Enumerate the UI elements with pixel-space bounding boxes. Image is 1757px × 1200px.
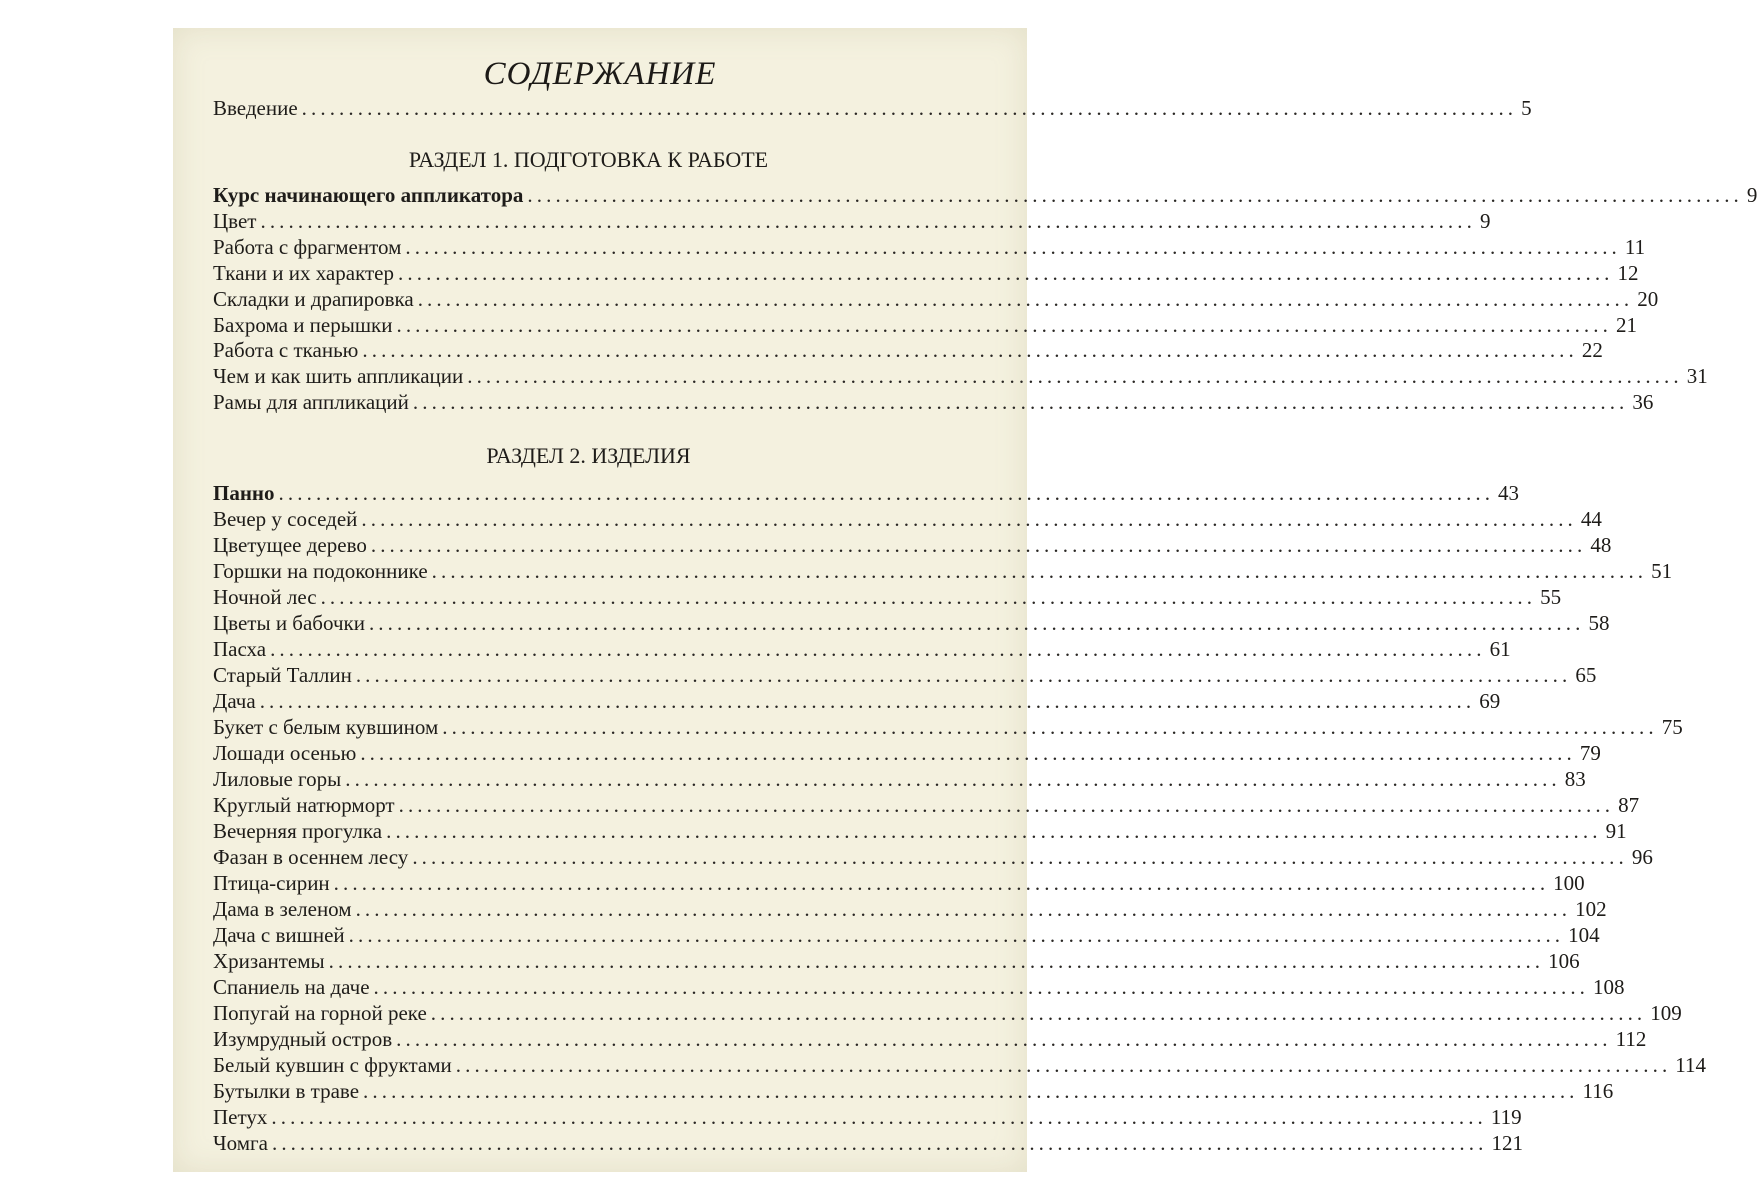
toc-entry-title: Вечерняя прогулка: [213, 819, 383, 843]
toc-entry-page: 44: [1580, 507, 1602, 531]
dot-leader: ..................................................................................................................................: [355, 897, 1572, 921]
toc-entry: [213, 481, 1520, 507]
dot-leader: ..................................................................................................................................: [270, 637, 1486, 661]
dot-leader: ..................................................................................................................................: [455, 1053, 1672, 1077]
toc-entry: [213, 975, 1625, 1001]
toc-entry: [213, 637, 1511, 663]
toc-entry-page: 43: [1498, 481, 1520, 505]
toc-entry-title: Ночной лес: [213, 585, 317, 609]
toc-entry-title: Чомга: [213, 1131, 268, 1155]
toc-entry-page: 100: [1553, 871, 1585, 895]
toc-entry-page: 65: [1575, 663, 1597, 687]
toc-entry: [213, 286, 1659, 313]
toc-entry-title: Фазан в осеннем лесу: [213, 845, 409, 869]
dot-leader: ..................................................................................................................................: [345, 767, 1561, 791]
dot-leader: ..................................................................................................................................: [527, 183, 1743, 207]
toc-entry-title: Цветы и бабочки: [213, 611, 365, 635]
toc-entry-page: 79: [1579, 741, 1601, 765]
toc-entry: [213, 793, 1640, 819]
toc-entry-title: Дача с вишней: [213, 923, 345, 947]
dot-leader: ..................................................................................................................................: [360, 741, 1576, 765]
toc-entry: [213, 1105, 1522, 1131]
toc-entry-title: Белый кувшин с фруктами: [213, 1053, 452, 1077]
dot-leader: ..................................................................................................................................: [412, 390, 1629, 415]
dot-leader: ..................................................................................................................................: [348, 923, 1565, 947]
toc-entry: [213, 689, 1501, 715]
dot-leader: ..................................................................................................................................: [431, 559, 1648, 583]
toc-entry-title: Складки и драпировка: [213, 286, 414, 311]
dot-leader: ..................................................................................................................................: [370, 533, 1587, 557]
dot-leader: ..................................................................................................................................: [259, 689, 1476, 713]
toc-entry-page: 112: [1615, 1027, 1647, 1051]
toc-entry-title: Бахрома и перышки: [213, 312, 393, 337]
dot-leader: ..................................................................................................................................: [368, 611, 1585, 635]
toc-entry-title: Цветущее дерево: [213, 533, 367, 557]
toc-entry-title: Букет с белым кувшином: [213, 715, 439, 739]
toc-entry-page: 12: [1617, 260, 1639, 285]
dot-leader: ..................................................................................................................................: [271, 1131, 1488, 1155]
toc-entry-title: Панно: [213, 481, 275, 505]
toc-entry: [213, 897, 1607, 923]
dot-leader: ..................................................................................................................................: [396, 1027, 1612, 1051]
toc-entry-page: 104: [1568, 923, 1600, 947]
toc-entry-title: Горшки на подоконнике: [213, 559, 428, 583]
toc-entry-title: Лиловые горы: [213, 767, 342, 791]
toc-entry-title: Цвет: [213, 208, 257, 233]
toc-entry: [213, 741, 1601, 767]
toc-entry: [213, 871, 1585, 897]
toc-entry: [213, 96, 1532, 122]
toc-entry-page: 5: [1521, 96, 1532, 120]
toc-entry-page: 51: [1651, 559, 1673, 583]
toc-entry-title: Вечер у соседей: [213, 507, 358, 531]
toc-entry-title: Бутылки в траве: [213, 1079, 360, 1103]
toc-entry: [213, 234, 1646, 261]
toc-entry: [213, 585, 1562, 611]
dot-leader: ..................................................................................................................................: [320, 585, 1537, 609]
dot-leader: ..................................................................................................................................: [430, 1001, 1647, 1025]
toc-entry-page: 96: [1631, 845, 1653, 869]
toc-entry: [213, 364, 1708, 390]
toc-entry-title: Курс начинающего аппликатора: [213, 183, 524, 207]
toc-entry-page: 11: [1624, 234, 1646, 259]
toc-entry: [213, 559, 1673, 585]
toc-entry: [213, 663, 1597, 689]
toc-entry: [213, 1001, 1682, 1027]
toc-entry: [213, 1053, 1707, 1079]
dot-leader: ..................................................................................................................................: [328, 949, 1545, 973]
toc-entry: [213, 819, 1627, 845]
toc-entry-page: 9: [1479, 208, 1491, 233]
dot-leader: ..................................................................................................................................: [417, 286, 1634, 311]
toc-entry: [213, 923, 1600, 949]
dot-leader: ..................................................................................................................................: [362, 338, 1578, 363]
toc-entry-page: 119: [1490, 1105, 1522, 1129]
dot-leader: ..................................................................................................................................: [442, 715, 1658, 739]
toc-entry-title: Ткани и их характер: [213, 260, 395, 285]
toc-entry: [213, 949, 1580, 975]
dot-leader: ..................................................................................................................................: [373, 975, 1590, 999]
toc-entry-title: Попугай на горной реке: [213, 1001, 427, 1025]
toc-entry-page: 9: [1746, 183, 1757, 207]
toc-entry: [213, 312, 1637, 339]
toc-entry-page: 69: [1479, 689, 1501, 713]
toc-entry: [213, 1027, 1647, 1053]
toc-entry-page: 106: [1548, 949, 1580, 973]
toc-entry-page: 55: [1540, 585, 1562, 609]
toc-entry-page: 58: [1588, 611, 1610, 635]
dot-leader: ..................................................................................................................................: [278, 481, 1495, 505]
toc-entry-title: Птица-сирин: [213, 871, 330, 895]
toc-entry-title: Дача: [213, 689, 256, 713]
toc-entry-page: 22: [1581, 338, 1603, 363]
toc-entry-page: 31: [1686, 364, 1708, 389]
dot-leader: ..................................................................................................................................: [361, 507, 1577, 531]
dot-leader: ..................................................................................................................................: [363, 1079, 1579, 1103]
toc-entry: [213, 208, 1491, 235]
toc-entry: [213, 533, 1612, 559]
toc-entry-title: Дама в зеленом: [213, 897, 352, 921]
toc-entry-page: 114: [1675, 1053, 1707, 1077]
toc-entry-page: 36: [1632, 390, 1654, 415]
toc-entry-title: Рамы для аппликаций: [213, 390, 409, 415]
toc-entry-title: Хризантемы: [213, 949, 325, 973]
dot-leader: ..................................................................................................................................: [333, 871, 1550, 895]
toc-entry-page: 83: [1564, 767, 1586, 791]
toc-entry: [213, 845, 1653, 871]
dot-leader: ..................................................................................................................................: [412, 845, 1628, 869]
toc-entry-title: Петух: [213, 1105, 268, 1129]
dot-leader: ..................................................................................................................................: [301, 96, 1518, 120]
toc-entry-page: 20: [1637, 286, 1659, 311]
book-page: [173, 28, 1757, 1172]
toc-entry: [213, 260, 1639, 287]
toc-entry-title: Работа с тканью: [213, 338, 359, 363]
dot-leader: ..................................................................................................................................: [271, 1105, 1487, 1129]
dot-leader: ..................................................................................................................................: [398, 793, 1615, 817]
toc-entry-title: Пасха: [213, 637, 267, 661]
dot-leader: ..................................................................................................................................: [386, 819, 1602, 843]
dot-leader: ..................................................................................................................................: [260, 208, 1476, 233]
toc-entry: [213, 390, 1654, 416]
toc-entry-title: Круглый натюрморт: [213, 793, 395, 817]
toc-entry-title: Спаниель на даче: [213, 975, 370, 999]
toc-entry: [213, 1079, 1614, 1105]
toc-entry: [213, 1131, 1523, 1157]
dot-leader: ..................................................................................................................................: [398, 260, 1614, 285]
toc-entry: [213, 611, 1610, 637]
section-heading: РАЗДЕЛ 1. ПОДГОТОВКА К РАБОТЕ: [408, 147, 769, 172]
toc-entry-page: 61: [1489, 637, 1511, 661]
toc-entry: [213, 715, 1683, 741]
dot-leader: ..................................................................................................................................: [396, 312, 1612, 337]
dot-leader: ..................................................................................................................................: [405, 234, 1621, 259]
toc-entry-page: 91: [1605, 819, 1627, 843]
dot-leader: ..................................................................................................................................: [467, 364, 1683, 389]
toc-entry-page: 108: [1593, 975, 1625, 999]
toc-entry-title: Лошади осенью: [213, 741, 357, 765]
dot-leader: ..................................................................................................................................: [355, 663, 1572, 687]
toc-entry-page: 109: [1650, 1001, 1682, 1025]
toc-entry-page: 102: [1575, 897, 1607, 921]
toc-entry-title: Работа с фрагментом: [213, 234, 402, 259]
toc-entry-page: 116: [1582, 1079, 1614, 1103]
toc-entry-page: 75: [1661, 715, 1683, 739]
toc-entry-title: Изумрудный остров: [213, 1027, 393, 1051]
toc-entry-page: 87: [1618, 793, 1640, 817]
page-title: СОДЕРЖАНИЕ: [483, 56, 717, 92]
toc-entry: [213, 507, 1602, 533]
toc-entry-title: Старый Таллин: [213, 663, 352, 687]
toc-entry-page: 21: [1615, 312, 1637, 337]
toc-entry: [213, 767, 1586, 793]
toc-entry: [213, 338, 1603, 364]
toc-entry-page: 121: [1491, 1131, 1523, 1155]
section-heading: РАЗДЕЛ 2. ИЗДЕЛИЯ: [486, 443, 691, 468]
toc-entry: [213, 183, 1757, 209]
toc-entry-title: Чем и как шить аппликации: [213, 364, 464, 389]
toc-entry-title: Введение: [213, 96, 298, 120]
toc-entry-page: 48: [1590, 533, 1612, 557]
